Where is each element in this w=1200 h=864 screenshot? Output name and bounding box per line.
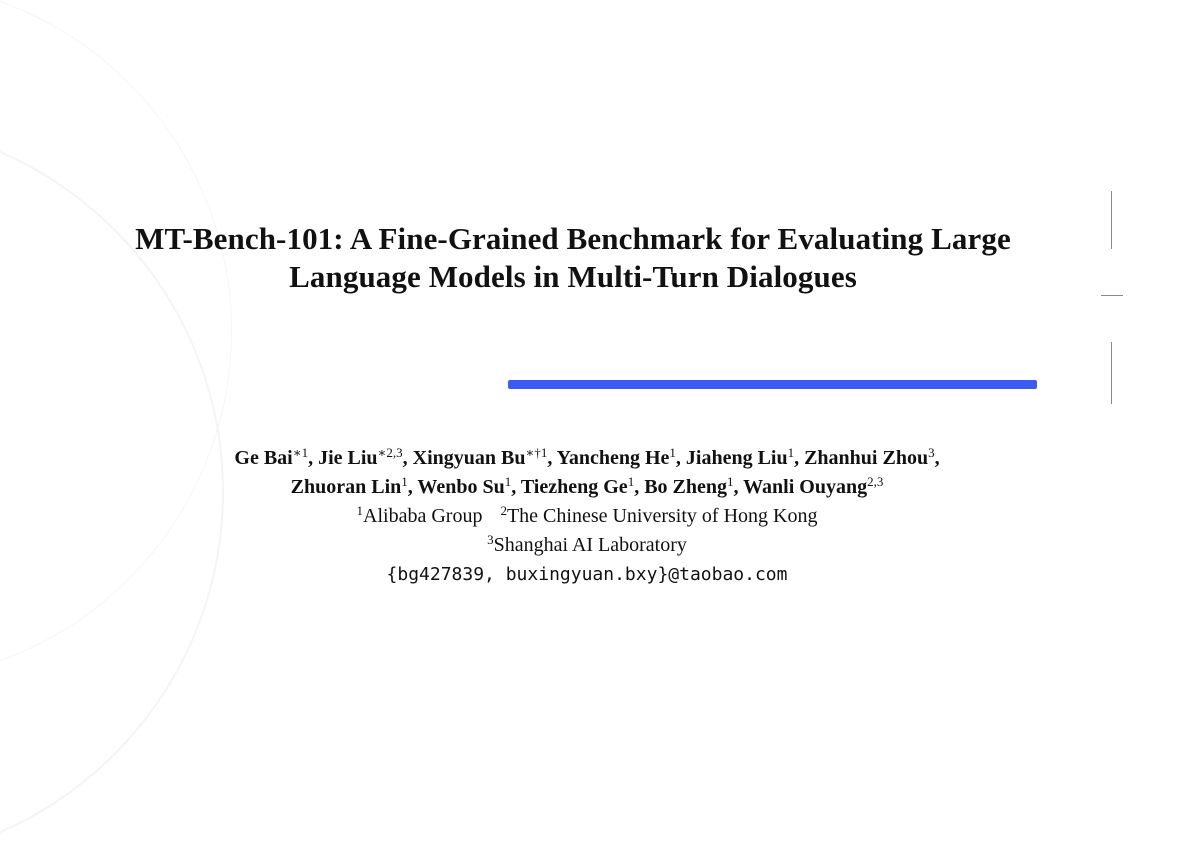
- author-line-1: [0, 444, 1174, 473]
- author-affiliation-mark: ∗2,3: [377, 445, 403, 460]
- side-tick-top: [1111, 191, 1112, 249]
- author-separator: ,: [511, 476, 521, 498]
- affiliation-mark: 1: [356, 503, 364, 518]
- author-line-2: [0, 473, 1174, 502]
- author-name: Zhanhui Zhou: [804, 447, 929, 469]
- author-separator: ,: [934, 447, 940, 469]
- author-name: Jiaheng Liu: [685, 447, 788, 469]
- author-affiliation-mark: 1: [401, 474, 408, 489]
- author-name: Jie Liu: [318, 447, 378, 469]
- author-affiliation-mark: 3: [928, 445, 935, 460]
- author-block: [0, 444, 1174, 589]
- affiliation-line-2: [0, 531, 1174, 560]
- affiliation-name: The Chinese University of Hong Kong: [506, 505, 818, 527]
- author-name: Ge Bai: [234, 447, 293, 469]
- author-affiliation-mark: 1: [627, 474, 635, 489]
- author-separator: ,: [547, 447, 557, 469]
- author-name: Tiezheng Ge: [520, 476, 628, 498]
- author-affiliation-mark: 2,3: [867, 474, 884, 489]
- affiliation-mark: 3: [487, 532, 494, 547]
- author-separator: ,: [407, 476, 418, 498]
- author-separator: ,: [675, 447, 686, 469]
- affiliation-line-1: [0, 502, 1174, 531]
- title-line-2: Language Models in Multi-Turn Dialogues: [289, 259, 857, 294]
- author-separator: ,: [634, 476, 645, 498]
- author-separator: ,: [402, 447, 413, 469]
- affiliation-name: Shanghai AI Laboratory: [493, 534, 687, 556]
- author-name: Xingyuan Bu: [412, 447, 526, 469]
- author-affiliation-mark: 1: [504, 474, 512, 489]
- author-name: Yancheng He: [556, 447, 670, 469]
- author-name: Wanli Ouyang: [743, 476, 868, 498]
- author-name: Wenbo Su: [417, 476, 505, 498]
- author-separator: ,: [733, 476, 744, 498]
- author-separator: ,: [308, 447, 319, 469]
- affiliation-name: Alibaba Group: [363, 505, 483, 527]
- author-affiliation-mark: ∗†1: [525, 445, 548, 460]
- author-affiliation-mark: 1: [787, 445, 795, 460]
- side-tick-bottom: [1111, 342, 1112, 404]
- contact-email: {bg427839, buxingyuan.bxy}@taobao.com: [386, 564, 788, 585]
- title-line-1: MT-Bench-101: A Fine-Grained Benchmark for Evaluating Large: [135, 221, 1011, 256]
- author-separator: ,: [794, 447, 805, 469]
- author-name: Zhuoran Lin: [290, 476, 402, 498]
- author-affiliation-mark: 1: [669, 445, 676, 460]
- paper-title: [0, 220, 1146, 296]
- affiliation-mark: 2: [500, 503, 507, 518]
- side-tick-middle: [1101, 295, 1123, 296]
- author-name: Bo Zheng: [644, 476, 727, 498]
- author-affiliation-mark: ∗1: [292, 445, 309, 460]
- accent-bar: [508, 380, 1037, 389]
- author-affiliation-mark: 1: [727, 474, 734, 489]
